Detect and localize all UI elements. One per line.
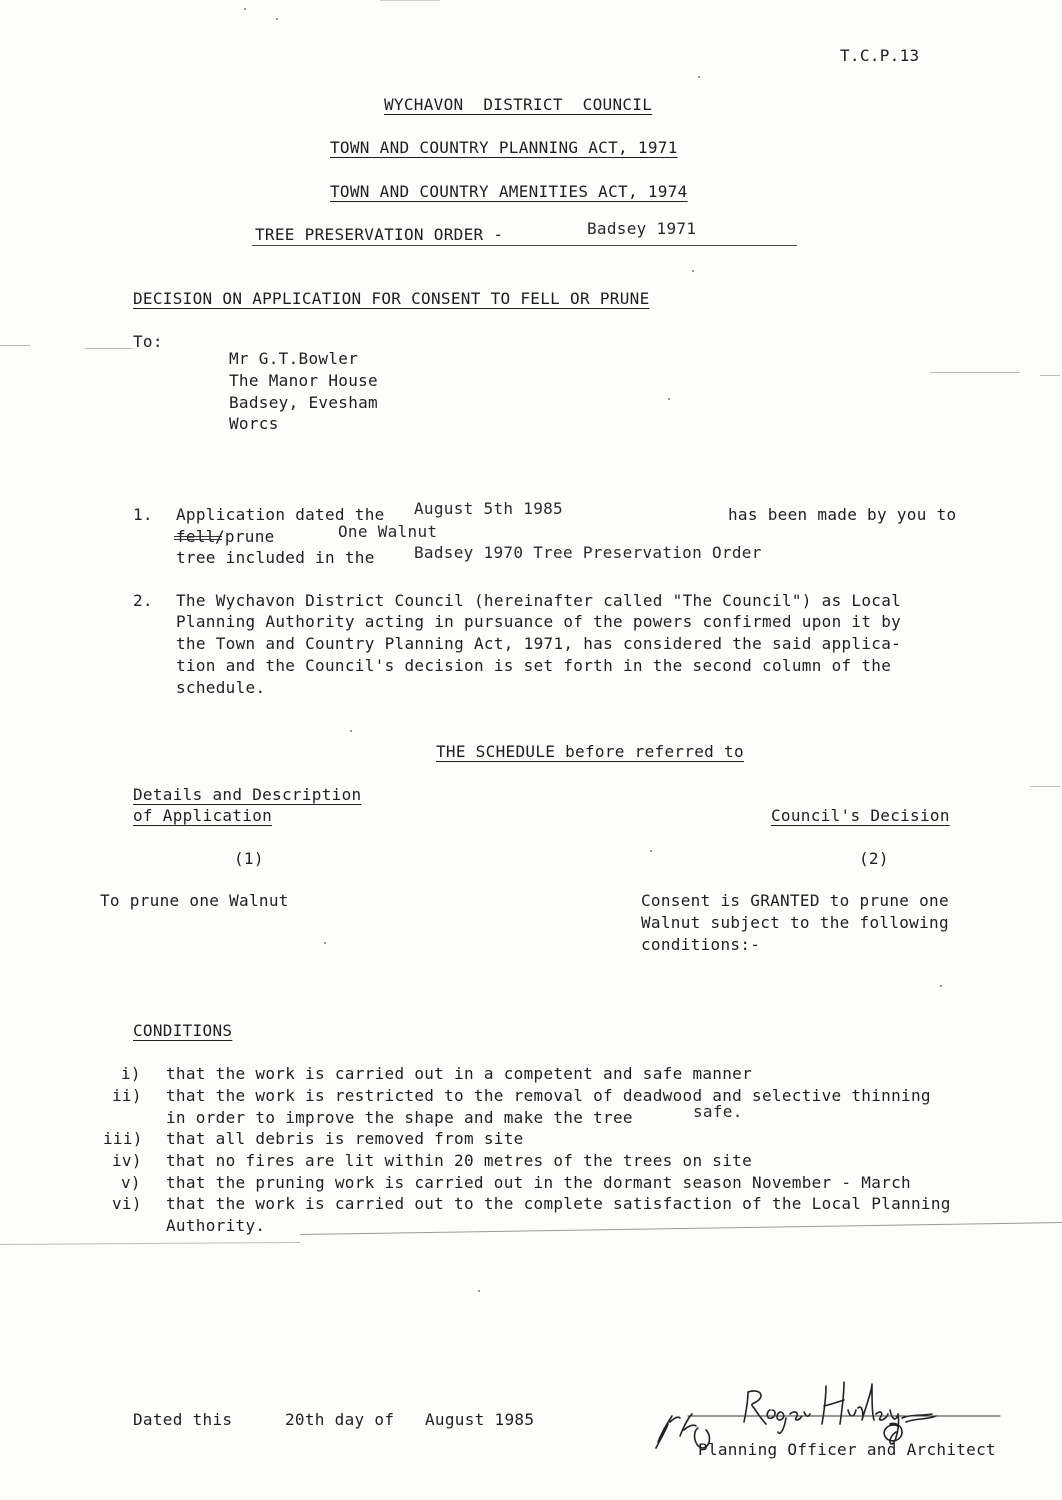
signatory-title: Planning Officer and Architect (698, 1440, 996, 1459)
planning-act-title: TOWN AND COUNTRY PLANNING ACT, 1971 (330, 138, 678, 157)
col2-number: (2) (859, 849, 889, 868)
condition-number: v) (121, 1173, 141, 1192)
para2-line-2: Planning Authority acting in pursuance of the powers confirmed upon it by (176, 612, 902, 631)
address-line-3: Badsey, Evesham (229, 393, 378, 412)
scan-speck (324, 942, 326, 944)
scan-speck (698, 76, 700, 78)
condition-number: vi) (112, 1194, 142, 1213)
scan-speck (276, 18, 278, 20)
conditions-title: CONDITIONS (133, 1021, 233, 1040)
para1-tree-desc: One Walnut (338, 522, 438, 541)
condition-number: iii) (103, 1129, 143, 1148)
scan-speck (244, 8, 246, 10)
condition-text: that all debris is removed from site (166, 1129, 524, 1148)
margin-mark-left (0, 345, 30, 346)
schedule-title: THE SCHEDULE before referred to (436, 742, 744, 761)
address-line-1: Mr G.T.Bowler (229, 349, 359, 368)
scan-speck (692, 270, 694, 272)
condition-handwritten-end: safe. (693, 1102, 743, 1121)
para1-date: August 5th 1985 (414, 499, 563, 518)
dated-label: Dated this (133, 1410, 233, 1429)
dated-month-year: August 1985 (425, 1410, 535, 1429)
scan-line (0, 1242, 300, 1245)
scan-speck (940, 985, 942, 987)
condition-text: that the work is carried out to the complete satisfaction of the Local Planning (166, 1194, 951, 1213)
amenities-act-title: TOWN AND COUNTRY AMENITIES ACT, 1974 (330, 182, 688, 201)
condition-number: iv) (112, 1151, 142, 1170)
margin-mark-right (930, 372, 1020, 373)
to-label: To: (133, 332, 163, 351)
scan-line (300, 1222, 1062, 1235)
para1-text-1: Application dated the (176, 505, 385, 524)
order-label: TREE PRESERVATION ORDER - (255, 225, 504, 244)
para2-line-3: the Town and Country Planning Act, 1971, has considered the said applica- (176, 634, 902, 653)
condition-text: that the work is carried out in a competent and safe manner (166, 1064, 753, 1083)
address-line-2: The Manor House (229, 371, 378, 390)
para1-number: 1. (133, 505, 153, 524)
col2-decision-line-1: Consent is GRANTED to prune one (641, 891, 949, 910)
condition-text: that the pruning work is carried out in the dormant season November - March (166, 1173, 911, 1192)
form-code: T.C.P.13 (840, 46, 920, 65)
col1-number: (1) (234, 849, 264, 868)
condition-number: ii) (112, 1086, 142, 1105)
col1-heading-line1: Details and Description (133, 785, 362, 804)
para2-number: 2. (133, 591, 153, 610)
para1-prune: /prune (215, 527, 275, 546)
scan-speck (350, 730, 352, 732)
scan-speck (478, 1290, 480, 1292)
para2-line-5: schedule. (176, 678, 266, 697)
order-value: Badsey 1971 (587, 219, 697, 238)
condition-text: in order to improve the shape and make the tree (166, 1108, 633, 1127)
col2-decision-line-3: conditions:- (641, 935, 761, 954)
scan-line (380, 0, 440, 1)
scan-speck (668, 398, 670, 400)
para1-text-3: tree included in the (176, 548, 375, 567)
para2-line-1: The Wychavon District Council (hereinafter called "The Council") as Local (176, 591, 902, 610)
col1-heading-line2: of Application (133, 806, 273, 825)
margin-mark-left-2 (85, 348, 133, 349)
scan-line (1030, 786, 1060, 787)
para1-text-2: has been made by you to (728, 505, 957, 524)
scan-speck (650, 850, 652, 852)
col2-decision-line-2: Walnut subject to the following (641, 913, 949, 932)
council-title: WYCHAVON DISTRICT COUNCIL (384, 95, 653, 114)
para2-line-4: tion and the Council's decision is set forth in the second column of the (176, 656, 892, 675)
para1-order-ref: Badsey 1970 Tree Preservation Order (414, 543, 762, 562)
order-underline (252, 245, 797, 246)
condition-text: that the work is restricted to the removal of deadwood and selective thinning (166, 1086, 931, 1105)
col2-heading: Council's Decision (771, 806, 950, 825)
margin-mark-right-2 (1040, 375, 1060, 376)
para1-fell-struck (176, 529, 216, 545)
dated-day: 20th day of (285, 1410, 395, 1429)
decision-title: DECISION ON APPLICATION FOR CONSENT TO FELL OR PRUNE (133, 289, 650, 308)
condition-number: i) (121, 1064, 141, 1083)
condition-text: that no fires are lit within 20 metres of the trees on site (166, 1151, 753, 1170)
col1-application-text: To prune one Walnut (100, 891, 289, 910)
address-line-4: Worcs (229, 414, 279, 433)
condition-text: Authority. (166, 1216, 266, 1235)
